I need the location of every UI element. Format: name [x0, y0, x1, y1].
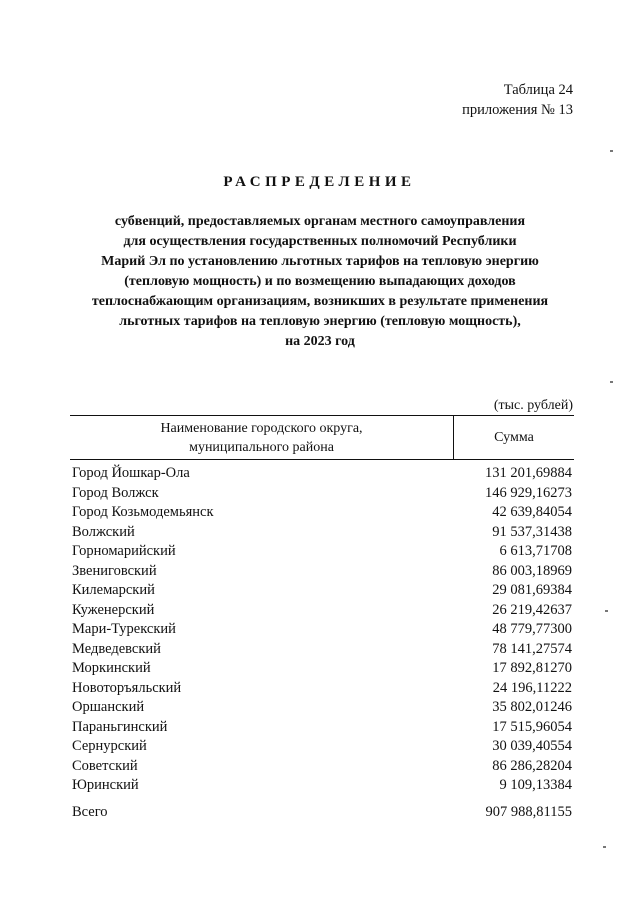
document-subtitle — [60, 212, 580, 352]
row-amount: 17 515,96054 — [492, 718, 572, 735]
scan-speck — [610, 150, 613, 152]
row-name: Город Йошкар-Ола — [72, 465, 190, 481]
total-row — [72, 804, 572, 821]
subtitle-line: на 2023 год — [285, 334, 355, 349]
total-label: Всего — [72, 804, 108, 820]
table-row — [72, 698, 572, 718]
scan-speck — [603, 846, 606, 848]
row-amount: 30 039,40554 — [492, 738, 572, 754]
row-name: Горномарийский — [72, 543, 176, 559]
table-row — [72, 464, 572, 484]
row-name: Медведевский — [72, 640, 161, 657]
table-row — [72, 484, 572, 504]
row-amount: 26 219,42637 — [492, 601, 572, 618]
subtitle-line: для осуществления государственных полномочий Республики — [123, 234, 517, 249]
table-row — [72, 659, 572, 679]
row-amount: 146 929,16273 — [485, 484, 572, 501]
row-name: Куженерский — [72, 601, 155, 618]
row-name: Город Волжск — [72, 484, 159, 501]
table-row — [72, 620, 572, 640]
row-name: Звениговский — [72, 562, 157, 579]
table-row — [72, 542, 572, 562]
table-header — [70, 415, 574, 460]
row-amount: 17 892,81270 — [492, 660, 572, 676]
row-amount: 35 802,01246 — [492, 699, 572, 715]
row-amount: 86 003,18969 — [492, 562, 572, 579]
scan-speck — [610, 381, 613, 383]
row-name: Новоторъяльский — [72, 679, 182, 696]
column-header-name-line: Наименование городского округа, — [160, 420, 363, 436]
row-name: Мари-Турекский — [72, 621, 176, 637]
row-name: Килемарский — [72, 582, 155, 598]
appendix-label: приложения № 13 — [462, 102, 573, 118]
subtitle-line: субвенций, предоставляемых органам местного самоуправления — [114, 214, 526, 229]
table-row — [72, 581, 572, 601]
row-name: Параньгинский — [72, 718, 168, 735]
total-amount: 907 988,81155 — [485, 804, 572, 820]
table-row — [72, 523, 572, 543]
column-header-sum: Сумма — [494, 429, 534, 445]
table-reference — [462, 80, 573, 120]
row-name: Волжский — [72, 523, 135, 540]
subtitle-line: льготных тарифов на тепловую энергию (тепловую мощность), — [119, 314, 521, 329]
table-row — [72, 737, 572, 757]
row-amount: 29 081,69384 — [492, 582, 572, 598]
table-row — [72, 640, 572, 660]
subtitle-line: Марий Эл по установлению льготных тарифов на тепловую энергию — [101, 254, 539, 269]
row-name: Сернурский — [72, 738, 147, 754]
column-header-name-line: муниципального района — [189, 439, 334, 455]
row-amount: 9 109,13384 — [499, 777, 572, 793]
subtitle-line: теплоснабжающим организациям, возникших в результате применения — [91, 294, 549, 309]
column-header-name — [70, 416, 454, 459]
row-name: Советский — [72, 757, 138, 774]
row-amount: 91 537,31438 — [492, 523, 572, 540]
row-amount: 6 613,71708 — [499, 543, 572, 559]
scan-speck — [605, 610, 608, 612]
table-row — [72, 503, 572, 523]
row-name: Город Козьмодемьянск — [72, 504, 214, 520]
table-row — [72, 757, 572, 777]
row-amount: 24 196,11222 — [492, 679, 572, 696]
table-row — [72, 718, 572, 738]
table-row — [72, 679, 572, 699]
row-amount: 131 201,69884 — [485, 465, 572, 481]
units-label: (тыс. рублей) — [493, 398, 573, 413]
subtitle-line: (тепловую мощность) и по возмещению выпадающих доходов — [124, 274, 516, 289]
row-name: Юринский — [72, 777, 139, 793]
table-body — [72, 464, 572, 796]
table-row — [72, 562, 572, 582]
row-name: Моркинский — [72, 660, 151, 676]
row-amount: 48 779,77300 — [492, 621, 572, 637]
table-row — [72, 601, 572, 621]
table-label: Таблица 24 — [503, 82, 573, 98]
row-name: Оршанский — [72, 699, 145, 715]
row-amount: 42 639,84054 — [492, 504, 572, 520]
row-amount: 86 286,28204 — [492, 757, 572, 774]
row-amount: 78 141,27574 — [492, 640, 572, 657]
table-row — [72, 776, 572, 796]
document-title: РАСПРЕДЕЛЕНИЕ — [223, 174, 416, 190]
